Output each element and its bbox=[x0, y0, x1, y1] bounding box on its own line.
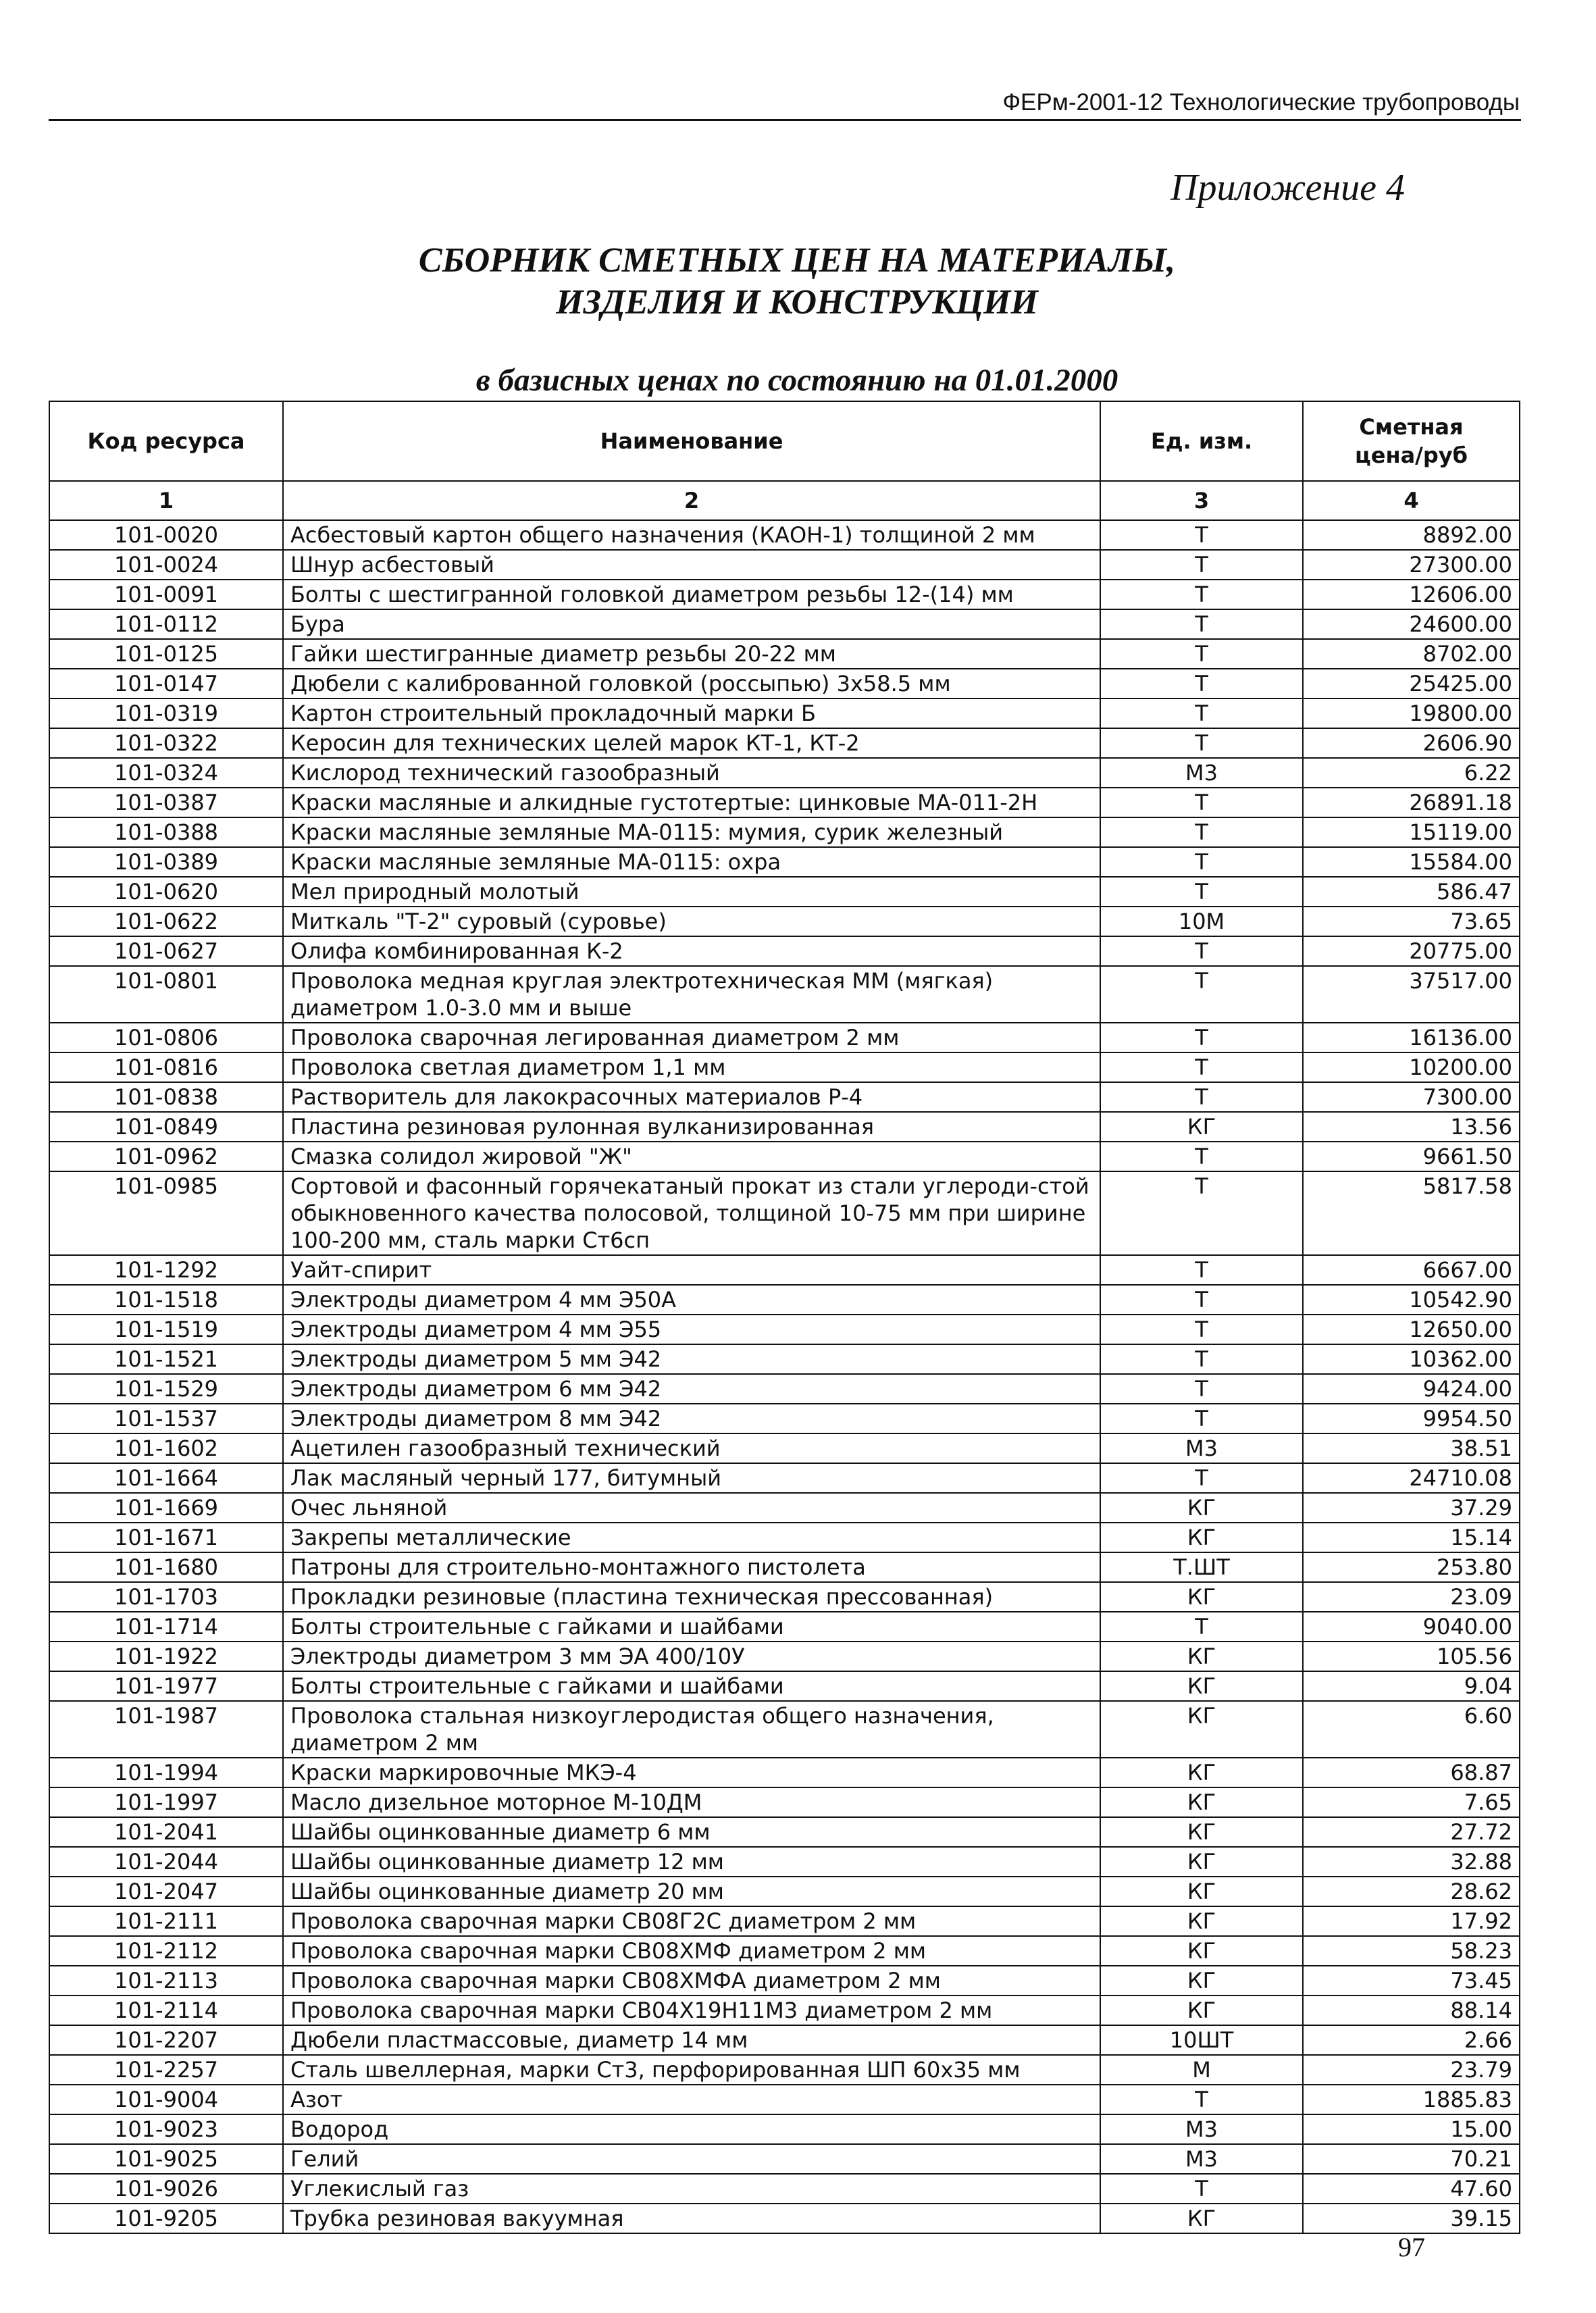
resource-name-cell: Проволока светлая диаметром 1,1 мм bbox=[283, 1052, 1100, 1082]
resource-name-cell: Гелий bbox=[283, 2144, 1100, 2174]
page-number: 97 bbox=[1398, 2232, 1425, 2262]
table-row bbox=[49, 550, 1520, 580]
unit-cell: Т bbox=[1100, 1315, 1303, 1344]
table-row bbox=[49, 1671, 1520, 1701]
price-cell: 253.80 bbox=[1303, 1552, 1520, 1582]
resource-name-cell: Шнур асбестовый bbox=[283, 550, 1100, 580]
resource-name-cell: Болты строительные с гайками и шайбами bbox=[283, 1671, 1100, 1701]
resource-name-cell: Бура bbox=[283, 609, 1100, 639]
table-row bbox=[49, 1404, 1520, 1433]
resource-code-cell: 101-1703 bbox=[49, 1582, 283, 1612]
price-cell: 8702.00 bbox=[1303, 639, 1520, 669]
price-cell: 73.65 bbox=[1303, 907, 1520, 936]
price-cell: 24710.08 bbox=[1303, 1463, 1520, 1493]
resource-name-cell: Дюбели пластмассовые, диаметр 14 мм bbox=[283, 2025, 1100, 2055]
unit-cell: М3 bbox=[1100, 1433, 1303, 1463]
table-row bbox=[49, 1936, 1520, 1966]
unit-cell: Т bbox=[1100, 2085, 1303, 2114]
unit-cell: Т bbox=[1100, 847, 1303, 877]
resource-code-cell: 101-0622 bbox=[49, 907, 283, 936]
resource-name-cell: Электроды диаметром 8 мм Э42 bbox=[283, 1404, 1100, 1433]
document-title-line-1: СБОРНИК СМЕТНЫХ ЦЕН НА МАТЕРИАЛЫ, bbox=[418, 241, 1176, 280]
table-row bbox=[49, 1877, 1520, 1906]
resource-name-cell: Мел природный молотый bbox=[283, 877, 1100, 907]
unit-cell: Т bbox=[1100, 580, 1303, 609]
price-cell: 27.72 bbox=[1303, 1817, 1520, 1847]
resource-code-cell: 101-9026 bbox=[49, 2174, 283, 2204]
table-row bbox=[49, 1082, 1520, 1112]
header-price-line-2: цена/руб bbox=[1355, 442, 1468, 468]
resource-name-cell: Трубка резиновая вакуумная bbox=[283, 2204, 1100, 2233]
unit-cell: Т bbox=[1100, 1082, 1303, 1112]
table-row bbox=[49, 2144, 1520, 2174]
price-cell: 28.62 bbox=[1303, 1877, 1520, 1906]
unit-cell: М3 bbox=[1100, 758, 1303, 788]
resource-code-cell: 101-9004 bbox=[49, 2085, 283, 2114]
resource-code-cell: 101-0620 bbox=[49, 877, 283, 907]
resource-name-cell: Углекислый газ bbox=[283, 2174, 1100, 2204]
resource-name-cell: Болты строительные с гайками и шайбами bbox=[283, 1612, 1100, 1642]
price-cell: 9040.00 bbox=[1303, 1612, 1520, 1642]
table-row bbox=[49, 1493, 1520, 1523]
unit-cell: Т bbox=[1100, 936, 1303, 966]
unit-cell: КГ bbox=[1100, 1582, 1303, 1612]
resource-name-cell: Уайт-спирит bbox=[283, 1255, 1100, 1285]
unit-cell: Т bbox=[1100, 1023, 1303, 1052]
table-row bbox=[49, 2055, 1520, 2085]
price-cell: 5817.58 bbox=[1303, 1171, 1520, 1255]
resource-code-cell: 101-0147 bbox=[49, 669, 283, 698]
price-cell: 70.21 bbox=[1303, 2144, 1520, 2174]
unit-cell: Т bbox=[1100, 1255, 1303, 1285]
price-cell: 20775.00 bbox=[1303, 936, 1520, 966]
resource-code-cell: 101-0806 bbox=[49, 1023, 283, 1052]
resource-code-cell: 101-0816 bbox=[49, 1052, 283, 1082]
resource-code-cell: 101-2114 bbox=[49, 1996, 283, 2025]
resource-code-cell: 101-1994 bbox=[49, 1758, 283, 1787]
column-number: 3 bbox=[1100, 481, 1303, 520]
resource-name-cell: Асбестовый картон общего назначения (КАОН-1) толщиной 2 мм bbox=[283, 520, 1100, 550]
resource-code-cell: 101-9205 bbox=[49, 2204, 283, 2233]
resource-code-cell: 101-1664 bbox=[49, 1463, 283, 1493]
resource-name-cell: Азот bbox=[283, 2085, 1100, 2114]
resource-name-cell: Прокладки резиновые (пластина техническая прессованная) bbox=[283, 1582, 1100, 1612]
resource-name-cell: Электроды диаметром 6 мм Э42 bbox=[283, 1374, 1100, 1404]
resource-name-cell: Водород bbox=[283, 2114, 1100, 2144]
resource-name-cell: Смазка солидол жировой "Ж" bbox=[283, 1142, 1100, 1171]
unit-cell: 10М bbox=[1100, 907, 1303, 936]
price-cell: 2606.90 bbox=[1303, 728, 1520, 758]
table-header-row bbox=[49, 401, 1520, 481]
resource-code-cell: 101-2112 bbox=[49, 1936, 283, 1966]
unit-cell: Т bbox=[1100, 1142, 1303, 1171]
price-cell: 10200.00 bbox=[1303, 1052, 1520, 1082]
table-row bbox=[49, 1433, 1520, 1463]
resource-name-cell: Керосин для технических целей марок КТ-1, КТ-2 bbox=[283, 728, 1100, 758]
table-row bbox=[49, 639, 1520, 669]
unit-cell: Т bbox=[1100, 1404, 1303, 1433]
table-row bbox=[49, 2085, 1520, 2114]
header-code: Код ресурса bbox=[49, 401, 283, 481]
resource-code-cell: 101-2044 bbox=[49, 1847, 283, 1877]
unit-cell: Т bbox=[1100, 1344, 1303, 1374]
price-cell: 88.14 bbox=[1303, 1996, 1520, 2025]
price-cell: 37.29 bbox=[1303, 1493, 1520, 1523]
resource-code-cell: 101-2111 bbox=[49, 1906, 283, 1936]
table-row bbox=[49, 1847, 1520, 1877]
price-cell: 586.47 bbox=[1303, 877, 1520, 907]
price-cell: 13.56 bbox=[1303, 1112, 1520, 1142]
table-row bbox=[49, 1255, 1520, 1285]
unit-cell: КГ bbox=[1100, 1877, 1303, 1906]
resource-code-cell: 101-1529 bbox=[49, 1374, 283, 1404]
resource-code-cell: 101-2207 bbox=[49, 2025, 283, 2055]
price-cell: 47.60 bbox=[1303, 2174, 1520, 2204]
unit-cell: Т bbox=[1100, 639, 1303, 669]
unit-cell: 10ШТ bbox=[1100, 2025, 1303, 2055]
resource-name-cell: Электроды диаметром 3 мм ЭА 400/10У bbox=[283, 1642, 1100, 1671]
resource-name-cell: Краски масляные земляные МА-0115: охра bbox=[283, 847, 1100, 877]
price-cell: 15.14 bbox=[1303, 1523, 1520, 1552]
column-number: 2 bbox=[283, 481, 1100, 520]
unit-cell: КГ bbox=[1100, 2204, 1303, 2233]
price-cell: 37517.00 bbox=[1303, 966, 1520, 1023]
price-cell: 58.23 bbox=[1303, 1936, 1520, 1966]
resource-name-cell: Проволока сварочная легированная диаметром 2 мм bbox=[283, 1023, 1100, 1052]
resource-name-cell: Проволока сварочная марки СВ08Г2С диаметром 2 мм bbox=[283, 1906, 1100, 1936]
table-row bbox=[49, 1315, 1520, 1344]
resource-code-cell: 101-1521 bbox=[49, 1344, 283, 1374]
table-row bbox=[49, 1171, 1520, 1255]
table-row bbox=[49, 609, 1520, 639]
unit-cell: КГ bbox=[1100, 1996, 1303, 2025]
resource-code-cell: 101-1292 bbox=[49, 1255, 283, 1285]
table-row bbox=[49, 1523, 1520, 1552]
resource-name-cell: Проволока сварочная марки СВ04Х19Н11М3 диаметром 2 мм bbox=[283, 1996, 1100, 2025]
table-row bbox=[49, 758, 1520, 788]
table-row bbox=[49, 788, 1520, 817]
resource-name-cell: Краски масляные земляные МА-0115: мумия, сурик железный bbox=[283, 817, 1100, 847]
resource-code-cell: 101-0324 bbox=[49, 758, 283, 788]
table-row bbox=[49, 1285, 1520, 1315]
table-row bbox=[49, 1996, 1520, 2025]
unit-cell: Т bbox=[1100, 877, 1303, 907]
table-row bbox=[49, 1552, 1520, 1582]
price-cell: 7.65 bbox=[1303, 1787, 1520, 1817]
resource-code-cell: 101-1987 bbox=[49, 1701, 283, 1758]
resource-code-cell: 101-2113 bbox=[49, 1966, 283, 1996]
resource-code-cell: 101-0962 bbox=[49, 1142, 283, 1171]
resource-code-cell: 101-0838 bbox=[49, 1082, 283, 1112]
table-row bbox=[49, 669, 1520, 698]
table-row bbox=[49, 1787, 1520, 1817]
unit-cell: Т bbox=[1100, 1612, 1303, 1642]
unit-cell: Т bbox=[1100, 1285, 1303, 1315]
table-row bbox=[49, 1701, 1520, 1758]
resource-code-cell: 101-1671 bbox=[49, 1523, 283, 1552]
column-number-row bbox=[49, 481, 1520, 520]
unit-cell: Т bbox=[1100, 728, 1303, 758]
price-cell: 17.92 bbox=[1303, 1906, 1520, 1936]
resource-name-cell: Патроны для строительно-монтажного пистолета bbox=[283, 1552, 1100, 1582]
price-table-container bbox=[49, 401, 1519, 2234]
resource-name-cell: Закрепы металлические bbox=[283, 1523, 1100, 1552]
price-cell: 32.88 bbox=[1303, 1847, 1520, 1877]
table-row bbox=[49, 1966, 1520, 1996]
price-cell: 1885.83 bbox=[1303, 2085, 1520, 2114]
resource-code-cell: 101-1602 bbox=[49, 1433, 283, 1463]
price-cell: 9661.50 bbox=[1303, 1142, 1520, 1171]
appendix-label: Приложение 4 bbox=[1170, 167, 1405, 209]
unit-cell: Т.ШТ bbox=[1100, 1552, 1303, 1582]
resource-code-cell: 101-2257 bbox=[49, 2055, 283, 2085]
price-cell: 10542.90 bbox=[1303, 1285, 1520, 1315]
unit-cell: Т bbox=[1100, 788, 1303, 817]
price-cell: 105.56 bbox=[1303, 1642, 1520, 1671]
table-row bbox=[49, 2025, 1520, 2055]
unit-cell: КГ bbox=[1100, 1493, 1303, 1523]
resource-code-cell: 101-1669 bbox=[49, 1493, 283, 1523]
resource-code-cell: 101-0125 bbox=[49, 639, 283, 669]
resource-code-cell: 101-0801 bbox=[49, 966, 283, 1023]
resource-name-cell: Очес льняной bbox=[283, 1493, 1100, 1523]
price-cell: 27300.00 bbox=[1303, 550, 1520, 580]
resource-name-cell: Сталь швеллерная, марки Ст3, перфорированная ШП 60х35 мм bbox=[283, 2055, 1100, 2085]
table-row bbox=[49, 2204, 1520, 2233]
resource-code-cell: 101-9023 bbox=[49, 2114, 283, 2144]
table-row bbox=[49, 1817, 1520, 1847]
running-header: ФЕРм-2001-12 Технологические трубопроводы bbox=[1002, 89, 1520, 116]
table-row bbox=[49, 1344, 1520, 1374]
price-cell: 73.45 bbox=[1303, 1966, 1520, 1996]
table-row bbox=[49, 2174, 1520, 2204]
resource-name-cell: Проволока сварочная марки СВ08ХМФ диаметром 2 мм bbox=[283, 1936, 1100, 1966]
table-row bbox=[49, 698, 1520, 728]
resource-name-cell: Шайбы оцинкованные диаметр 20 мм bbox=[283, 1877, 1100, 1906]
table-row bbox=[49, 1463, 1520, 1493]
table-row bbox=[49, 907, 1520, 936]
header-price bbox=[1303, 401, 1520, 481]
table-row bbox=[49, 520, 1520, 550]
unit-cell: КГ bbox=[1100, 1671, 1303, 1701]
resource-code-cell: 101-1977 bbox=[49, 1671, 283, 1701]
price-cell: 15584.00 bbox=[1303, 847, 1520, 877]
unit-cell: Т bbox=[1100, 966, 1303, 1023]
resource-code-cell: 101-1519 bbox=[49, 1315, 283, 1344]
price-cell: 9.04 bbox=[1303, 1671, 1520, 1701]
table-row bbox=[49, 2114, 1520, 2144]
resource-code-cell: 101-0322 bbox=[49, 728, 283, 758]
price-cell: 23.79 bbox=[1303, 2055, 1520, 2085]
column-number: 1 bbox=[49, 481, 283, 520]
unit-cell: КГ bbox=[1100, 1523, 1303, 1552]
header-price-line-1: Сметная bbox=[1359, 414, 1464, 440]
unit-cell: М bbox=[1100, 2055, 1303, 2085]
price-cell: 26891.18 bbox=[1303, 788, 1520, 817]
column-number: 4 bbox=[1303, 481, 1520, 520]
table-row bbox=[49, 1023, 1520, 1052]
resource-name-cell: Проволока стальная низкоуглеродистая общего назначения, диаметром 2 мм bbox=[283, 1701, 1100, 1758]
price-cell: 6.22 bbox=[1303, 758, 1520, 788]
table-row bbox=[49, 877, 1520, 907]
table-row bbox=[49, 1112, 1520, 1142]
resource-name-cell: Ацетилен газообразный технический bbox=[283, 1433, 1100, 1463]
price-cell: 19800.00 bbox=[1303, 698, 1520, 728]
table-row bbox=[49, 1612, 1520, 1642]
unit-cell: Т bbox=[1100, 609, 1303, 639]
resource-name-cell: Олифа комбинированная К-2 bbox=[283, 936, 1100, 966]
unit-cell: КГ bbox=[1100, 1847, 1303, 1877]
price-cell: 2.66 bbox=[1303, 2025, 1520, 2055]
unit-cell: Т bbox=[1100, 1052, 1303, 1082]
unit-cell: Т bbox=[1100, 817, 1303, 847]
unit-cell: Т bbox=[1100, 1463, 1303, 1493]
resource-name-cell: Миткаль "Т-2" суровый (суровье) bbox=[283, 907, 1100, 936]
table-row bbox=[49, 1142, 1520, 1171]
resource-code-cell: 101-0389 bbox=[49, 847, 283, 877]
resource-name-cell: Пластина резиновая рулонная вулканизированная bbox=[283, 1112, 1100, 1142]
unit-cell: Т bbox=[1100, 550, 1303, 580]
table-row bbox=[49, 1642, 1520, 1671]
resource-name-cell: Масло дизельное моторное М-10ДМ bbox=[283, 1787, 1100, 1817]
unit-cell: Т bbox=[1100, 2174, 1303, 2204]
price-cell: 24600.00 bbox=[1303, 609, 1520, 639]
document-title-line-2: ИЗДЕЛИЯ И КОНСТРУКЦИИ bbox=[556, 283, 1038, 322]
resource-name-cell: Лак масляный черный 177, битумный bbox=[283, 1463, 1100, 1493]
price-cell: 23.09 bbox=[1303, 1582, 1520, 1612]
unit-cell: КГ bbox=[1100, 1936, 1303, 1966]
price-cell: 6.60 bbox=[1303, 1701, 1520, 1758]
resource-code-cell: 101-0387 bbox=[49, 788, 283, 817]
header-rule bbox=[49, 119, 1521, 121]
resource-name-cell: Картон строительный прокладочный марки Б bbox=[283, 698, 1100, 728]
unit-cell: Т bbox=[1100, 669, 1303, 698]
resource-name-cell: Шайбы оцинкованные диаметр 6 мм bbox=[283, 1817, 1100, 1847]
price-cell: 12650.00 bbox=[1303, 1315, 1520, 1344]
price-cell: 12606.00 bbox=[1303, 580, 1520, 609]
resource-name-cell: Краски масляные и алкидные густотертые: цинковые МА-011-2Н bbox=[283, 788, 1100, 817]
resource-name-cell: Дюбели с калиброванной головкой (россыпью) 3х58.5 мм bbox=[283, 669, 1100, 698]
unit-cell: Т bbox=[1100, 1171, 1303, 1255]
resource-code-cell: 101-1714 bbox=[49, 1612, 283, 1642]
resource-code-cell: 101-1680 bbox=[49, 1552, 283, 1582]
resource-name-cell: Краски маркировочные МКЭ-4 bbox=[283, 1758, 1100, 1787]
resource-name-cell: Сортовой и фасонный горячекатаный прокат из стали углероди-стой обыкновенного качества полосовой, толщиной 10-75 мм при ширине 100-200 мм, сталь марки Ст6сп bbox=[283, 1171, 1100, 1255]
unit-cell: КГ bbox=[1100, 1787, 1303, 1817]
unit-cell: КГ bbox=[1100, 1906, 1303, 1936]
price-cell: 9954.50 bbox=[1303, 1404, 1520, 1433]
resource-code-cell: 101-0985 bbox=[49, 1171, 283, 1255]
table-row bbox=[49, 936, 1520, 966]
unit-cell: КГ bbox=[1100, 1966, 1303, 1996]
resource-code-cell: 101-1537 bbox=[49, 1404, 283, 1433]
resource-code-cell: 101-1518 bbox=[49, 1285, 283, 1315]
price-cell: 9424.00 bbox=[1303, 1374, 1520, 1404]
resource-code-cell: 101-0849 bbox=[49, 1112, 283, 1142]
table-row bbox=[49, 966, 1520, 1023]
document-title bbox=[243, 240, 1351, 324]
resource-name-cell: Электроды диаметром 4 мм Э55 bbox=[283, 1315, 1100, 1344]
unit-cell: КГ bbox=[1100, 1112, 1303, 1142]
table-row bbox=[49, 580, 1520, 609]
resource-name-cell: Кислород технический газообразный bbox=[283, 758, 1100, 788]
unit-cell: Т bbox=[1100, 520, 1303, 550]
resource-code-cell: 101-0319 bbox=[49, 698, 283, 728]
price-cell: 15119.00 bbox=[1303, 817, 1520, 847]
unit-cell: М3 bbox=[1100, 2114, 1303, 2144]
price-cell: 7300.00 bbox=[1303, 1082, 1520, 1112]
resource-code-cell: 101-2041 bbox=[49, 1817, 283, 1847]
header-name: Наименование bbox=[283, 401, 1100, 481]
resource-code-cell: 101-0627 bbox=[49, 936, 283, 966]
unit-cell: КГ bbox=[1100, 1642, 1303, 1671]
table-row bbox=[49, 1052, 1520, 1082]
unit-cell: КГ bbox=[1100, 1817, 1303, 1847]
price-cell: 25425.00 bbox=[1303, 669, 1520, 698]
price-cell: 38.51 bbox=[1303, 1433, 1520, 1463]
resource-name-cell: Электроды диаметром 5 мм Э42 bbox=[283, 1344, 1100, 1374]
price-cell: 15.00 bbox=[1303, 2114, 1520, 2144]
table-row bbox=[49, 1374, 1520, 1404]
unit-cell: КГ bbox=[1100, 1701, 1303, 1758]
resource-name-cell: Растворитель для лакокрасочных материалов Р-4 bbox=[283, 1082, 1100, 1112]
resource-name-cell: Проволока медная круглая электротехническая ММ (мягкая) диаметром 1.0-3.0 мм и выше bbox=[283, 966, 1100, 1023]
resource-code-cell: 101-1922 bbox=[49, 1642, 283, 1671]
resource-code-cell: 101-2047 bbox=[49, 1877, 283, 1906]
resource-name-cell: Проволока сварочная марки СВ08ХМФА диаметром 2 мм bbox=[283, 1966, 1100, 1996]
resource-name-cell: Гайки шестигранные диаметр резьбы 20-22 мм bbox=[283, 639, 1100, 669]
table-row bbox=[49, 1906, 1520, 1936]
unit-cell: КГ bbox=[1100, 1758, 1303, 1787]
price-cell: 68.87 bbox=[1303, 1758, 1520, 1787]
table-row bbox=[49, 847, 1520, 877]
resource-code-cell: 101-9025 bbox=[49, 2144, 283, 2174]
price-cell: 8892.00 bbox=[1303, 520, 1520, 550]
resource-code-cell: 101-0020 bbox=[49, 520, 283, 550]
price-cell: 39.15 bbox=[1303, 2204, 1520, 2233]
document-subtitle: в базисных ценах по состоянию на 01.01.2000 bbox=[475, 363, 1118, 398]
price-cell: 16136.00 bbox=[1303, 1023, 1520, 1052]
table-row bbox=[49, 728, 1520, 758]
resource-name-cell: Шайбы оцинкованные диаметр 12 мм bbox=[283, 1847, 1100, 1877]
table-row bbox=[49, 1758, 1520, 1787]
resource-code-cell: 101-0112 bbox=[49, 609, 283, 639]
unit-cell: М3 bbox=[1100, 2144, 1303, 2174]
unit-cell: Т bbox=[1100, 698, 1303, 728]
table-row bbox=[49, 1582, 1520, 1612]
resource-code-cell: 101-0091 bbox=[49, 580, 283, 609]
resource-name-cell: Болты с шестигранной головкой диаметром резьбы 12-(14) мм bbox=[283, 580, 1100, 609]
price-table bbox=[49, 401, 1520, 2234]
price-cell: 6667.00 bbox=[1303, 1255, 1520, 1285]
resource-code-cell: 101-0388 bbox=[49, 817, 283, 847]
table-row bbox=[49, 817, 1520, 847]
resource-name-cell: Электроды диаметром 4 мм Э50А bbox=[283, 1285, 1100, 1315]
header-unit: Ед. изм. bbox=[1100, 401, 1303, 481]
resource-code-cell: 101-1997 bbox=[49, 1787, 283, 1817]
unit-cell: Т bbox=[1100, 1374, 1303, 1404]
price-cell: 10362.00 bbox=[1303, 1344, 1520, 1374]
resource-code-cell: 101-0024 bbox=[49, 550, 283, 580]
